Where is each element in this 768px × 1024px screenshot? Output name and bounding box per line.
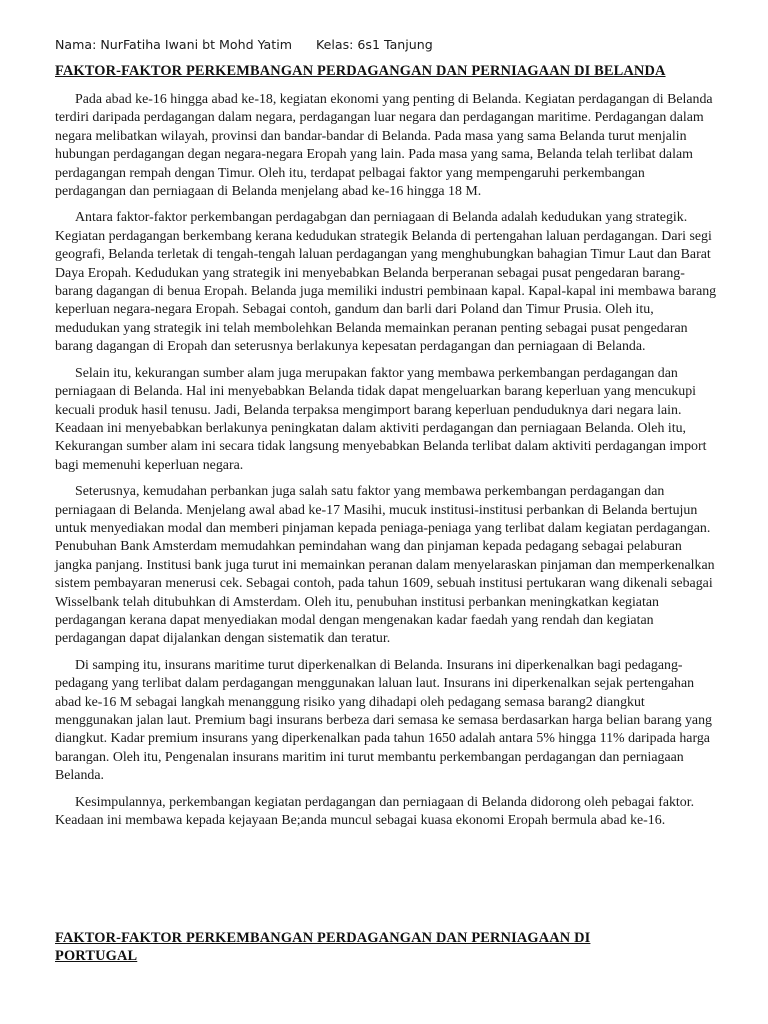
header-line (55, 37, 433, 52)
paragraph-introduction: Pada abad ke-16 hingga abad ke-18, kegiatan ekonomi yang penting di Belanda. Kegiatan perdagangan di Belanda terdiri daripada perdagangan dalam negara, perdagangan luar negara dan perdagangan maritime. Perdagangan dalam negara melibatkan wilayah, provinsi dan bandar-bandar di Belanda. Pada masa yang sama Belanda turut menjalin hubungan perdagangan degan negara-negara Eropah yang lain. Pada masa yang sama, Belanda telah terlibat dalam perdagangan rempah dengan Timur. Oleh itu, terdapat pelbagai faktor yang mempengaruhi perkembangan perdagangan dan perniagaan di Belanda menjelang abad ke-16 hingga 18 M. (55, 92, 713, 200)
paragraph-banking: Seterusnya, kemudahan perbankan juga salah satu faktor yang membawa perkembangan perdagangan dan perniagaan di Belanda. Menjelang awal abad ke-17 Masihi, mucuk institusi-institusi perbankan di Belanda bertujun untuk menyediakan modal dan memberi pinjaman kepada peniaga-peniaga yang terlibat dalam kegiatan perdagangan. Penubuhan Bank Amsterdam memudahkan pemindahan wang dan pinjaman kepada pedagang sebagai pelaburan jangka panjang. Institusi bank juga turut ini memainkan peranan dalam menyelaraskan pinjaman dan memperkenalkan sistem pembayaran menerusi cek. Sebagai contoh, pada tahun 1609, sebuah institusi pertukaran wang dikenali sebagai Wisselbank telah ditubuhkan di Amsterdam. Oleh itu, penubuhan institusi perbankan meningkatkan kegiatan perdagangan kerana dapat menyediakan modal dengan mengenakan kadar faedah yang rendah dan kegiatan perdagangan dapat dijalankan dengan sistematik dan teratur. (55, 484, 715, 647)
student-name: Nama: NurFatiha Iwani bt Mohd Yatim (55, 37, 292, 52)
section-title-portugal: FAKTOR-FAKTOR PERKEMBANGAN PERDAGANGAN DAN PERNIAGAAN DI PORTUGAL (55, 930, 591, 964)
section-title-belanda: FAKTOR-FAKTOR PERKEMBANGAN PERDAGANGAN DAN PERNIAGAAN DI BELANDA (55, 63, 666, 79)
student-class: Kelas: 6s1 Tanjung (315, 37, 433, 52)
paragraph-strategic-location: Antara faktor-faktor perkembangan perdagabgan dan perniagaan di Belanda adalah kedudukan yang strategik. Kegiatan perdagangan berkembang kerana kedudukan strategik Belanda di pertengahan laluan perdagangan. Dari segi geografi, Belanda terletak di tengah-tengah laluan perdagangan yang menghubungkan bahagian Timur Laut dan Barat Daya Eropah. Kedudukan yang strategik ini menyebabkan Belanda berperanan sebagai pusat pengedaran barang-barang dagangan di benua Eropah. Belanda juga memiliki industri pembinaan kapal. Kapal-kapal ini membawa barang keperluan negara-negara Eropah. Sebagai contoh, gandum dan barli dari Poland dan Timur Prusia. Oleh itu, medudukan yang strategik ini telah membolehkan Belanda memainkan peranan penting sebagai pusat pengedaran barang dagangan di Eropah dan seterusnya berlakunya kepesatan perdagangan dan perniagaan di Belanda. (55, 210, 717, 355)
paragraph-maritime-insurance: Di samping itu, insurans maritime turut diperkenalkan di Belanda. Insurans ini diperkenalkan bagi pedagang-pedagang yang terlibat dalam perdagangan menggunakan laluan laut. Insurans ini diperkenalkan sejak pertengahan abad ke-16 M sebagai langkah menanggung risiko yang dihadapi oleh pedagang semasa barang2 diangkut menggunakan jalan laut. Premium bagi insurans berbeza dari semasa ke semasa berdasarkan harga belian barang yang diangkut. Kadar premium insurans yang diperkenalkan pada tahun 1650 adalah antara 5% hingga 11% daripada harga barangan. Oleh itu, Pengenalan insurans maritim ini turut membantu perkembangan perdagangan dan perniagaan Belanda. (55, 657, 712, 784)
paragraph-lack-of-resources: Selain itu, kekurangan sumber alam juga merupakan faktor yang membawa perkembangan perdagangan dan perniagaan di Belanda. Hal ini menyebabkan Belanda tidak dapat mengeluarkan barang keperluan yang mencukupi kecuali produk hasil tenusu. Jadi, Belanda terpaksa mengimport barang keperluan penduduknya dari negara lain. Keadaan ini menyebabkan berlakunya peningkatan dalam aktiviti perdagangan dan perniagaan Belanda. Oleh itu, Kekurangan sumber alam ini secara tidak langsung menyebabkan Belanda terlibat dalam aktiviti perdagangan import bagi memenuhi keperluan negara. (55, 365, 707, 473)
essay-body (55, 91, 718, 838)
paragraph-conclusion: Kesimpulannya, perkembangan kegiatan perdagangan dan perniagaan di Belanda didorong oleh pebagai faktor. Keadaan ini membawa kepada kejayaan Be;anda muncul sebagai kuasa ekonomi Eropah bermula abad ke-16. (55, 794, 695, 829)
